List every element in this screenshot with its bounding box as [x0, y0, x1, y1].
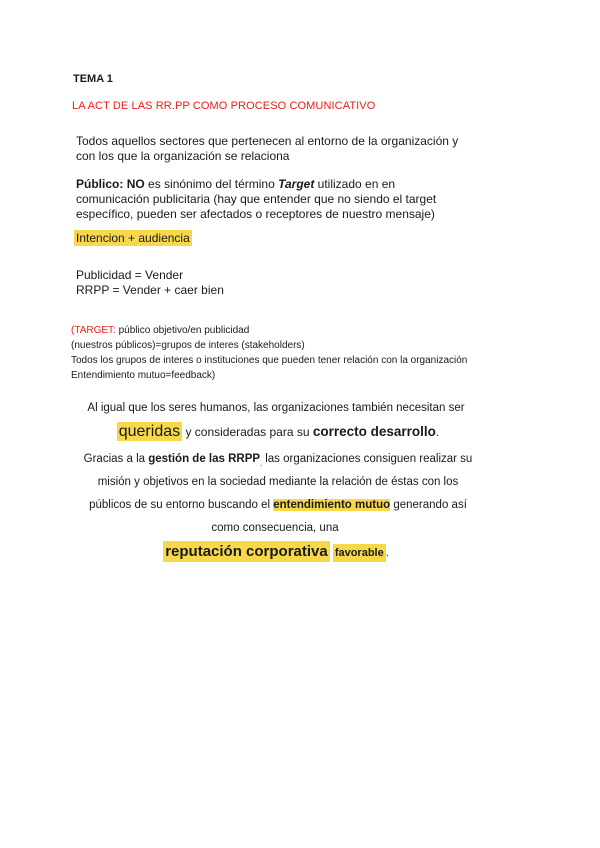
paragraph-line-1: Al igual que los seres humanos, las organizaciones también necesitan ser: [87, 402, 465, 414]
publico-line-3: específico, pueden ser afectados o receptores de nuestro mensaje): [76, 207, 435, 221]
publico-no: NO: [126, 177, 145, 191]
paragraph-line-3-sub: ,: [260, 460, 263, 468]
paragraph-line-3-start: Gracias a la: [83, 453, 149, 465]
paragraph-line-5: [0, 499, 556, 511]
paragraph-line-2-end: .: [435, 425, 440, 439]
paragraph-line-5-start: públicos de su entorno buscando el: [89, 499, 274, 511]
intencion-highlight: Intencion + audiencia: [76, 231, 190, 245]
paragraph-line-4: misión y objetivos en la sociedad mediante la relación de éstas con los: [97, 476, 459, 488]
publico-part2: utilizado en en: [314, 177, 396, 191]
publico-line-2: comunicación publicitaria (hay que entender que no siendo el target: [76, 192, 437, 206]
paragraph-line-6: como consecuencia, una: [211, 522, 339, 534]
notes-line-1: [71, 323, 467, 338]
paragraph-line-5-end: generando así: [390, 499, 467, 511]
intro-paragraph: [76, 134, 458, 164]
favorable-highlight: favorable: [333, 544, 386, 562]
main-title: LA ACT DE LAS RR.PP COMO PROCESO COMUNICATIVO: [72, 100, 376, 112]
queridas-highlight: queridas: [118, 423, 181, 440]
publico-paragraph: [76, 177, 436, 222]
paragraph-line-7-end: .: [385, 547, 389, 559]
notes-open-paren: (: [71, 325, 75, 336]
paragraph-line-3-end: las organizaciones consiguen realizar su: [262, 453, 473, 465]
publico-label: Público:: [76, 177, 124, 191]
notes-line-4: Entendimiento mutuo=feedback): [71, 370, 216, 381]
paragraph-line-2-mid: y consideradas para su: [182, 425, 313, 439]
reputacion-corporativa-highlight: reputación corporativa: [165, 543, 328, 560]
rrpp-formula: RRPP = Vender + caer bien: [76, 283, 224, 297]
intro-line-2: con los que la organización se relaciona: [76, 149, 290, 163]
notes-line-1-rest: público objetivo/en publicidad: [115, 325, 250, 336]
tema-heading: TEMA 1: [73, 73, 113, 85]
entendimiento-mutuo-highlight: entendimiento mutuo: [273, 499, 391, 511]
paragraph-line-7: [0, 543, 552, 560]
intro-line-1: Todos aquellos sectores que pertenecen al entorno de la organización y: [76, 134, 459, 148]
publico-part1: es sinónimo del término: [144, 177, 279, 191]
notes-line-3: Todos los grupos de interes o instituciones que pueden tener relación con la organización: [71, 355, 468, 366]
paragraph-line-3: [0, 453, 556, 467]
gestion-rrpp: gestión de las RRPP: [148, 453, 261, 465]
notes-block: [71, 323, 467, 383]
publico-line-1: [76, 177, 436, 192]
notes-target-label: TARGET:: [74, 325, 116, 336]
notes-line-2: (nuestros públicos)=grupos de interes (stakeholders): [71, 340, 305, 351]
paragraph-line-2: [0, 423, 556, 441]
publicidad-formula: Publicidad = Vender: [76, 268, 184, 282]
publico-target-term: Target: [278, 177, 315, 191]
correcto-desarrollo: correcto desarrollo: [312, 424, 436, 439]
